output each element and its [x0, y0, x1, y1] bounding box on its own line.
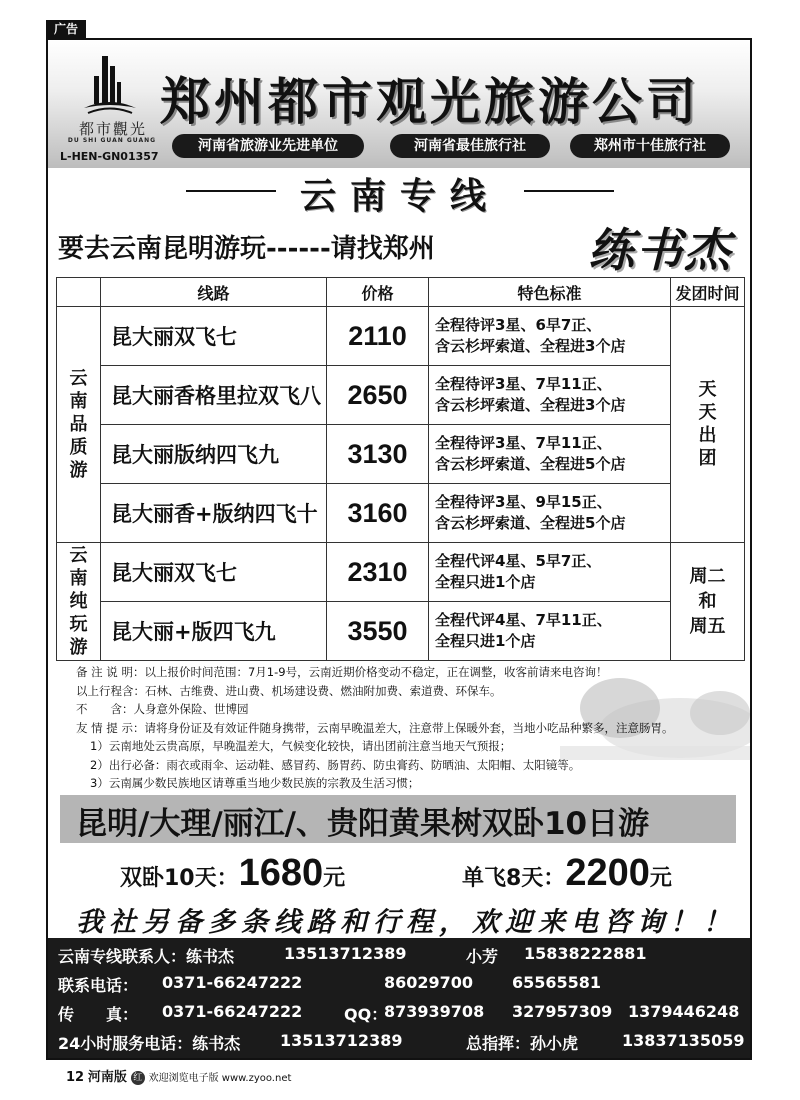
table-header: 价格 — [327, 278, 429, 307]
honor-badge-3: 郑州市十佳旅行社 — [570, 134, 730, 158]
route-features — [429, 307, 671, 366]
feature-line: 全程只进1个店 — [435, 632, 536, 650]
category-cell — [57, 307, 101, 543]
route-name: 昆大丽版纳四飞九 — [101, 425, 327, 484]
feature-line: 全程代评4星、7早11正、 — [435, 611, 612, 629]
feature-line: 全程待评3星、9早15正、 — [435, 493, 612, 511]
offer-1-label: 双卧10天： — [120, 866, 239, 891]
offer-2-label: 单飞8天： — [462, 866, 566, 891]
category-label: 云南纯玩游 — [69, 545, 88, 658]
contact-name-2: 小芳 — [466, 947, 499, 966]
contact-phone-2: 15838222881 — [524, 944, 647, 963]
route-price: 3160 — [327, 484, 429, 543]
departure-line: 周五 — [689, 616, 726, 637]
contact-person-label: 云南专线联系人：练书杰 — [58, 947, 235, 966]
edition-label: 河南版 — [87, 1070, 127, 1085]
table-row — [57, 366, 745, 425]
logo-icon — [80, 52, 140, 118]
feature-line: 含云杉坪索道、全程进5个店 — [435, 514, 626, 532]
fax-number: 0371-66247222 — [162, 1002, 303, 1021]
note-line: 友 情 提 示：请将身份证及有效证件随身携带，云南早晚温差大，注意带上保暖外套，当地小吃品种繁多，注意肠胃。 — [76, 720, 674, 735]
director-label: 总指挥：孙小虎 — [466, 1034, 579, 1053]
route-price: 2110 — [327, 307, 429, 366]
honor-badge-2: 河南省最佳旅行社 — [390, 134, 550, 158]
logo-text: 都市觀光 — [78, 120, 147, 138]
fax-label: 传 真： — [58, 1005, 139, 1024]
route-features — [429, 366, 671, 425]
note-line: 不 含：人身意外保险、世博园 — [76, 702, 249, 716]
qq-2: 327957309 — [512, 1002, 613, 1021]
table-row — [57, 484, 745, 543]
feature-line: 全程待评3星、6早7正、 — [435, 316, 602, 334]
departure-line: 和 — [698, 591, 717, 612]
note-line: 1）云南地处云贵高原，早晚温差大，气候变化较快，请出团前注意当地天气预报； — [90, 739, 512, 753]
route-price: 2650 — [327, 366, 429, 425]
honor-badge-1: 河南省旅游业先进单位 — [172, 134, 364, 158]
route-name: 昆大丽双飞七 — [101, 543, 327, 602]
contact-phone: 13513712389 — [284, 944, 407, 963]
route-table — [56, 277, 745, 661]
tel-3: 65565581 — [512, 973, 602, 992]
table-row — [57, 307, 745, 366]
director-phone: 13837135059 — [622, 1031, 745, 1050]
offer-2-price: 2200 — [565, 852, 650, 894]
route-price: 2310 — [327, 543, 429, 602]
offer-2 — [462, 852, 672, 895]
qq-label: QQ： — [344, 1005, 388, 1024]
category-label: 云南品质游 — [69, 368, 88, 481]
note-line: 以上行程含：石林、古维费、进山费、机场建设费、燃油附加费、索道费、环保车。 — [76, 683, 502, 698]
edition-badge: 红 — [131, 1071, 145, 1085]
route-name: 昆大丽香格里拉双飞八 — [101, 366, 327, 425]
table-row — [57, 425, 745, 484]
contact-block — [48, 938, 750, 1058]
note-line: 3）云南属少数民族地区请尊重当地少数民族的宗教及生活习惯； — [90, 776, 420, 790]
hotline-phone: 13513712389 — [280, 1031, 403, 1050]
departure-line: 周二 — [689, 566, 726, 587]
departure-cell — [671, 307, 745, 543]
feature-line: 含云杉坪索道、全程进3个店 — [435, 337, 626, 355]
slogan-contact-name: 练书杰 — [588, 223, 732, 277]
offer-1 — [120, 852, 345, 895]
category-cell — [57, 543, 101, 661]
table-header: 发团时间 — [671, 278, 745, 307]
route-features — [429, 543, 671, 602]
logo-pinyin: DU SHI GUAN GUANG — [67, 137, 157, 144]
route-name: 昆大丽+版四飞九 — [101, 602, 327, 661]
route-features — [429, 484, 671, 543]
feature-line: 含云杉坪索道、全程进5个店 — [435, 455, 626, 473]
offer-1-price: 1680 — [238, 852, 324, 894]
offer-2-unit: 元 — [649, 866, 672, 891]
table-row — [57, 602, 745, 661]
table-header: 特色标准 — [429, 278, 671, 307]
notes-section — [76, 663, 740, 793]
feature-line: 全程待评3星、7早11正、 — [435, 375, 612, 393]
tel-1: 0371-66247222 — [162, 973, 303, 992]
slogan-text: 要去云南昆明游玩------请找郑州 — [58, 234, 435, 264]
feature-line: 全程待评3星、7早11正、 — [435, 434, 612, 452]
route-price: 3550 — [327, 602, 429, 661]
feature-line: 全程代评4星、5早7正、 — [435, 552, 602, 570]
tel-2: 86029700 — [384, 973, 474, 992]
feature-line: 全程只进1个店 — [435, 573, 536, 591]
company-name: 郑州都市观光旅游公司 — [160, 72, 700, 131]
offer-1-unit: 元 — [323, 866, 346, 891]
table-row — [57, 543, 745, 602]
table-header-blank — [57, 278, 101, 307]
ad-tag: 广告 — [46, 20, 86, 38]
route-price: 3130 — [327, 425, 429, 484]
feature-line: 含云杉坪索道、全程进3个店 — [435, 396, 626, 414]
route-name: 昆大丽香+版纳四飞十 — [101, 484, 327, 543]
departure-label: 天天出团 — [698, 379, 717, 469]
page-footer — [66, 1066, 291, 1085]
route-features — [429, 602, 671, 661]
promo-title: 昆明/大理/丽江/、贵阳黄果树双卧10日游 — [76, 806, 650, 842]
page-number: 12 — [66, 1070, 85, 1085]
departure-cell — [671, 543, 745, 661]
website-text: 欢迎浏览电子版 www.zyoo.net — [148, 1073, 292, 1084]
hotline-label: 24小时服务电话：练书杰 — [58, 1034, 241, 1053]
welcome-line: 我社另备多条线路和行程，欢迎来电咨询！！ — [76, 907, 736, 938]
table-header: 线路 — [101, 278, 327, 307]
qq-1: 873939708 — [384, 1002, 485, 1021]
route-features — [429, 425, 671, 484]
note-line: 2）出行必备：雨衣或雨伞、运动鞋、感冒药、肠胃药、防虫膏药、防晒油、太阳帽、太阳镜等。 — [90, 757, 581, 772]
tel-label: 联系电话： — [58, 976, 139, 995]
table-header-row — [57, 278, 745, 307]
route-name: 昆大丽双飞七 — [101, 307, 327, 366]
note-line: 备 注 说 明：以上报价时间范围：7月1-9号，云南近期价格变动不稳定，正在调整，收客前请来电咨询！ — [76, 665, 608, 679]
qq-3: 1379446248 — [628, 1002, 740, 1021]
line-title: 云南专线 — [299, 175, 500, 217]
license-number: L-HEN-GN01357 — [60, 150, 159, 163]
